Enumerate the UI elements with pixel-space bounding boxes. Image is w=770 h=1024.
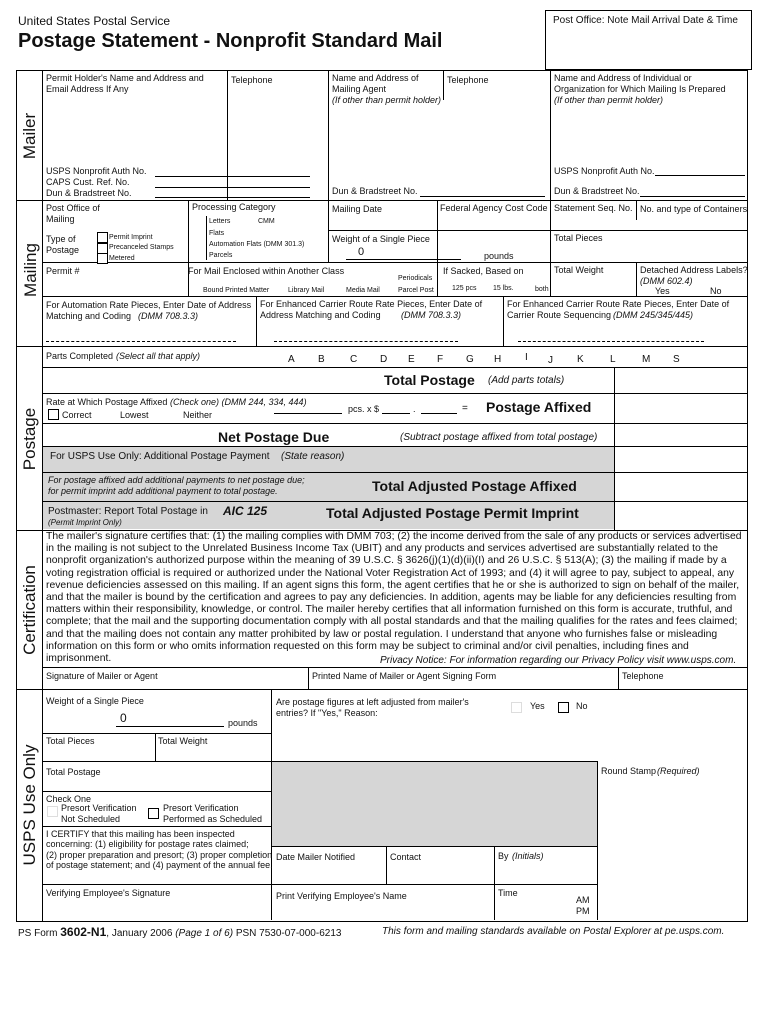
telephone-label: Telephone <box>231 75 273 85</box>
by-note: (Initials) <box>512 851 544 861</box>
postage-section-label: Postage <box>20 407 39 471</box>
parts-completed-label: Parts Completed <box>46 351 114 361</box>
media-mail-option[interactable]: Media Mail <box>346 287 380 294</box>
permit-imprint-label: Permit Imprint <box>109 234 153 241</box>
lowest-label[interactable]: Lowest <box>120 410 149 420</box>
presort-verification-label-2: Presort Verification <box>163 803 239 813</box>
caps-ref-field[interactable] <box>155 187 310 188</box>
weight-single-field[interactable] <box>346 259 461 260</box>
duns-agent-field[interactable] <box>420 196 545 197</box>
pcs-x-label: pcs. x $ <box>348 404 380 414</box>
telephone-agent-label: Telephone <box>447 75 489 85</box>
containers-label: No. and type of Containers <box>640 204 748 214</box>
precanceled-stamps-label: Precanceled Stamps <box>109 244 174 251</box>
by-label: By <box>498 851 509 861</box>
permit-holder-field[interactable] <box>45 98 323 158</box>
part-c[interactable]: C <box>350 354 358 365</box>
certify-line-1: I CERTIFY that this mailing has been inspected <box>46 829 235 839</box>
certification-section-label: Certification <box>20 565 39 655</box>
round-stamp-note: (Required) <box>657 766 700 776</box>
mailing-agent-note: (If other than permit holder) <box>332 95 442 105</box>
auto-rate-date-field[interactable] <box>46 341 236 342</box>
total-adjusted-affixed-label: Total Adjusted Postage Affixed <box>372 478 577 494</box>
time-label: Time <box>498 888 518 898</box>
cert-telephone-label: Telephone <box>622 671 664 681</box>
part-s[interactable]: S <box>673 354 680 365</box>
duns-field[interactable] <box>155 197 310 198</box>
net-postage-due-note: (Subtract postage affixed from total postage) <box>400 432 598 443</box>
affixed-rate-cents-field[interactable] <box>421 413 457 414</box>
usps-total-postage-label: Total Postage <box>46 767 101 777</box>
permit-no-label: Permit # <box>46 266 80 276</box>
postage-affixed-label: Postage Affixed <box>486 399 592 415</box>
permit-holder-label: Permit Holder's Name and Address and Email Address If Any <box>46 73 204 94</box>
periodicals-option[interactable]: Periodicals <box>398 275 433 282</box>
parts-completed-note: (Select all that apply) <box>116 351 201 361</box>
part-l[interactable]: L <box>610 354 616 365</box>
net-due-note-2: for permit imprint add additional payment to total postage. <box>48 486 278 496</box>
round-stamp-label: Round Stamp <box>601 766 657 776</box>
organization-note: (If other than permit holder) <box>554 95 664 105</box>
caps-ref-label: CAPS Cust. Ref. No. <box>46 177 130 187</box>
auth-no-org-field[interactable] <box>655 175 745 176</box>
detached-ref: (DMM 602.4) <box>640 276 693 286</box>
organization-label: Name and Address of Individual or Organization for Which Mailing Is Prepared <box>554 73 726 94</box>
form-title: Postage Statement - Nonprofit Standard Mail <box>18 30 443 52</box>
auth-no-label: USPS Nonprofit Auth No. <box>46 166 147 176</box>
detached-no-option[interactable]: No <box>710 286 722 296</box>
rate-affixed-note: (Check one) (DMM 244, 334, 444) <box>170 397 307 407</box>
enclosed-class-label: For Mail Enclosed within Another Class <box>188 266 345 276</box>
pcs-125-option[interactable]: 125 pcs <box>452 285 477 292</box>
privacy-notice: Privacy Notice: For information regarding our Privacy Policy visit www.usps.com. <box>380 655 737 666</box>
both-option[interactable]: both <box>535 286 549 293</box>
metered-checkbox[interactable] <box>97 253 108 264</box>
post-office-note-label: Post Office: Note Mail Arrival Date & Time <box>553 15 738 26</box>
detached-labels-label: Detached Address Labels? <box>640 265 748 275</box>
auto-rate-ref: (DMM 708.3.3) <box>138 311 199 321</box>
duns-agent-label: Dun & Bradstreet No. <box>332 186 418 196</box>
neither-label[interactable]: Neither <box>183 410 213 420</box>
contact-label: Contact <box>390 852 422 862</box>
ecr-rate-label: For Enhanced Carrier Route Rate Pieces, Enter Date of Address Matching and Coding <box>260 299 483 320</box>
rate-decimal: . <box>413 404 416 414</box>
duns-org-field[interactable] <box>640 196 745 197</box>
affixed-pieces-field[interactable] <box>274 413 342 414</box>
part-b[interactable]: B <box>318 354 325 365</box>
part-h[interactable]: H <box>494 354 502 365</box>
part-j[interactable]: J <box>548 355 553 366</box>
usps-weight-pounds: pounds <box>228 718 258 728</box>
usps-total-weight-label: Total Weight <box>158 736 208 746</box>
print-verifying-label: Print Verifying Employee's Name <box>276 891 407 901</box>
aic-label: AIC 125 <box>223 504 268 518</box>
form-psn: PSN 7530-07-000-6213 <box>235 928 342 939</box>
processing-category-label: Processing Category <box>192 202 276 212</box>
statement-seq-label: Statement Seq. No. <box>554 203 633 213</box>
mailer-section-label: Mailer <box>20 112 39 160</box>
printed-name-label: Printed Name of Mailer or Agent Signing Form <box>312 671 497 681</box>
form-page: (Page 1 of 6) <box>175 928 234 939</box>
postmaster-label: Postmaster: Report Total Postage in <box>48 506 208 517</box>
part-d[interactable]: D <box>380 354 388 365</box>
usps-middle-shading <box>272 762 597 846</box>
ecr-seq-date-field[interactable] <box>518 341 704 342</box>
auto-rate-label: For Automation Rate Pieces, Enter Date of Address Matching and Coding <box>46 300 252 321</box>
duns-org-label: Dun & Bradstreet No. <box>554 186 640 196</box>
footer-form-id <box>18 925 341 939</box>
date-notified-label: Date Mailer Notified <box>276 852 356 862</box>
signature-label: Signature of Mailer or Agent <box>46 671 158 681</box>
weight-single-value[interactable]: 0 <box>358 246 365 258</box>
ecr-seq-ref: (DMM 245/345/445) <box>613 310 694 320</box>
mailing-section-label: Mailing <box>21 243 40 297</box>
part-k[interactable]: K <box>577 354 584 365</box>
certify-line-3: (2) proper preparation and presort; (3) proper completion <box>46 850 273 860</box>
verifying-signature-label: Verifying Employee's Signature <box>46 888 171 898</box>
part-g[interactable]: G <box>466 354 474 365</box>
correct-checkbox[interactable] <box>48 409 59 420</box>
performed-label: Performed as Scheduled <box>163 814 263 824</box>
check-one-label: Check One <box>46 794 92 804</box>
not-scheduled-label: Not Scheduled <box>61 814 121 824</box>
mailing-date-label: Mailing Date <box>332 204 383 214</box>
adjusted-no-label: No <box>576 701 588 711</box>
not-scheduled-checkbox[interactable] <box>47 806 58 817</box>
total-weight-label: Total Weight <box>554 265 604 275</box>
sacked-based-label: If Sacked, Based on <box>443 266 524 276</box>
form-number: 3602-N1 <box>60 925 107 939</box>
adjusted-yes-label: Yes <box>530 701 545 711</box>
total-postage-field[interactable] <box>615 368 745 392</box>
certification-text: The mailer's signature certifies that: (1) the mailing complies with DMM 703; (2) the income derived from the sale of any products or services advertised in the mailing is not subject to the Unrelated Business Income Tax (UBIT) and any products and services advertised are substantially related to the nonprofit organization's authorized purpose within the meaning of 39 U.S.C. § 3626(j)(1)(d)(ii)(I) and 26 U.S.C. § 513(A); (3) the mailing if made by a voting registration official is required or authorized under the National Voter Registration Act of 1993; and (4) it will agree to pay, subject to appeal, any revenue deficiencies assessed on this mailing. If an agent signs this form, the agent certifies that he or she is authorized to sign on behalf of the mailer, and that the mailer is bound by the certification and agrees to pay any deficiencies. In addition, agents may be liable for any deficiencies resulting from matters within their responsibility, knowledge, or control. The mailer hereby certifies that all information furnished on this form is accurate, truthful, and complete; that the mail and the supporting documentation comply with all postal standards and that the mailing qualifies for the rates and fees claimed; and that the mailing does not contain any matter prohibited by law or postal regulation. I understand that anyone who furnishes false or misleading information on this form or who omits information requested on this form may be subject to criminal and/or civil penalties, including fines and imprisonment. <box>46 531 742 665</box>
part-a[interactable]: A <box>288 354 295 365</box>
permit-imprint-checkbox[interactable] <box>97 232 108 243</box>
permit-imprint-only-note: (Permit Imprint Only) <box>48 518 122 527</box>
ecr-rate-ref: (DMM 708.3.3) <box>401 310 462 320</box>
flats-option[interactable]: Flats <box>209 230 225 237</box>
ps-form-label: PS Form <box>18 928 58 939</box>
library-mail-option[interactable]: Library Mail <box>288 287 325 294</box>
total-adjusted-permit-label: Total Adjusted Postage Permit Imprint <box>326 505 579 521</box>
certify-line-2: concerning: (1) eligibility for postage rates claimed; <box>46 839 249 849</box>
pm-option[interactable]: PM <box>576 906 590 916</box>
total-postage-note: (Add parts totals) <box>488 375 565 386</box>
part-f[interactable]: F <box>437 354 444 365</box>
part-m[interactable]: M <box>642 354 651 365</box>
ecr-rate-date-field[interactable] <box>274 341 458 342</box>
adjusted-label: Are postage figures at left adjusted from mailer's entries? If "Yes," Reason: <box>276 697 469 718</box>
mailing-agent-label: Name and Address of Mailing Agent <box>332 73 419 94</box>
certify-line-4: of postage statement; and (4) payment of the annual fee. <box>46 860 273 870</box>
footer-note: This form and mailing standards available on Postal Explorer at pe.usps.com. <box>382 926 725 937</box>
usps-section-label: USPS Use Only <box>20 744 39 866</box>
usps-weight-label: Weight of a Single Piece <box>46 696 144 706</box>
usps-total-pieces-label: Total Pieces <box>46 736 95 746</box>
net-postage-due-label: Net Postage Due <box>218 429 330 445</box>
usps-additional-label: For USPS Use Only: Additional Postage Payment <box>50 451 270 462</box>
automation-flats-option[interactable]: Automation Flats (DMM 301.3) <box>209 241 305 248</box>
usps-weight-value[interactable]: 0 <box>120 711 127 725</box>
duns-label: Dun & Bradstreet No. <box>46 188 132 198</box>
bound-printed-option[interactable]: Bound Printed Matter <box>203 287 270 294</box>
correct-label: Correct <box>62 410 92 420</box>
detached-yes-option[interactable]: Yes <box>655 286 670 296</box>
metered-label: Metered <box>109 255 135 262</box>
am-option[interactable]: AM <box>576 895 590 905</box>
letters-option[interactable]: Letters <box>209 218 231 225</box>
part-e[interactable]: E <box>408 354 415 365</box>
usps-additional-note: (State reason) <box>281 451 345 462</box>
parcels-option[interactable]: Parcels <box>209 252 233 259</box>
adjusted-yes-checkbox[interactable] <box>511 702 522 713</box>
total-postage-label: Total Postage <box>384 372 475 388</box>
form-date: , January 2006 <box>106 928 173 939</box>
total-pieces-label: Total Pieces <box>554 233 603 243</box>
equals-sign: = <box>462 403 468 414</box>
ecr-seq-label: For Enhanced Carrier Route Rate Pieces, Enter Date of Carrier Route Sequencing <box>507 299 730 320</box>
weight-single-label: Weight of a Single Piece <box>332 234 430 244</box>
presort-verification-label: Presort Verification <box>61 803 137 813</box>
cmm-option[interactable]: CMM <box>258 218 275 225</box>
usps-weight-field[interactable] <box>116 726 224 727</box>
federal-agency-label: Federal Agency Cost Code <box>440 203 548 213</box>
post-office-label: Post Office of Mailing <box>46 203 100 224</box>
type-of-postage-label: Type of Postage <box>46 234 80 255</box>
adjusted-no-checkbox[interactable] <box>558 702 569 713</box>
auth-no-field[interactable] <box>155 176 310 177</box>
parcel-post-option[interactable]: Parcel Post <box>398 287 434 294</box>
auth-no-org-label: USPS Nonprofit Auth No. <box>554 166 655 176</box>
affixed-rate-dollars-field[interactable] <box>382 413 410 414</box>
rate-affixed-label: Rate at Which Postage Affixed <box>46 397 168 407</box>
lbs-15-option[interactable]: 15 lbs. <box>493 285 514 292</box>
agency-name: United States Postal Service <box>18 14 171 28</box>
performed-checkbox[interactable] <box>148 808 159 819</box>
weight-pounds-label: pounds <box>484 251 514 261</box>
part-i[interactable]: I <box>525 352 528 363</box>
net-due-note-1: For postage affixed add additional payments to net postage due; <box>48 475 305 485</box>
